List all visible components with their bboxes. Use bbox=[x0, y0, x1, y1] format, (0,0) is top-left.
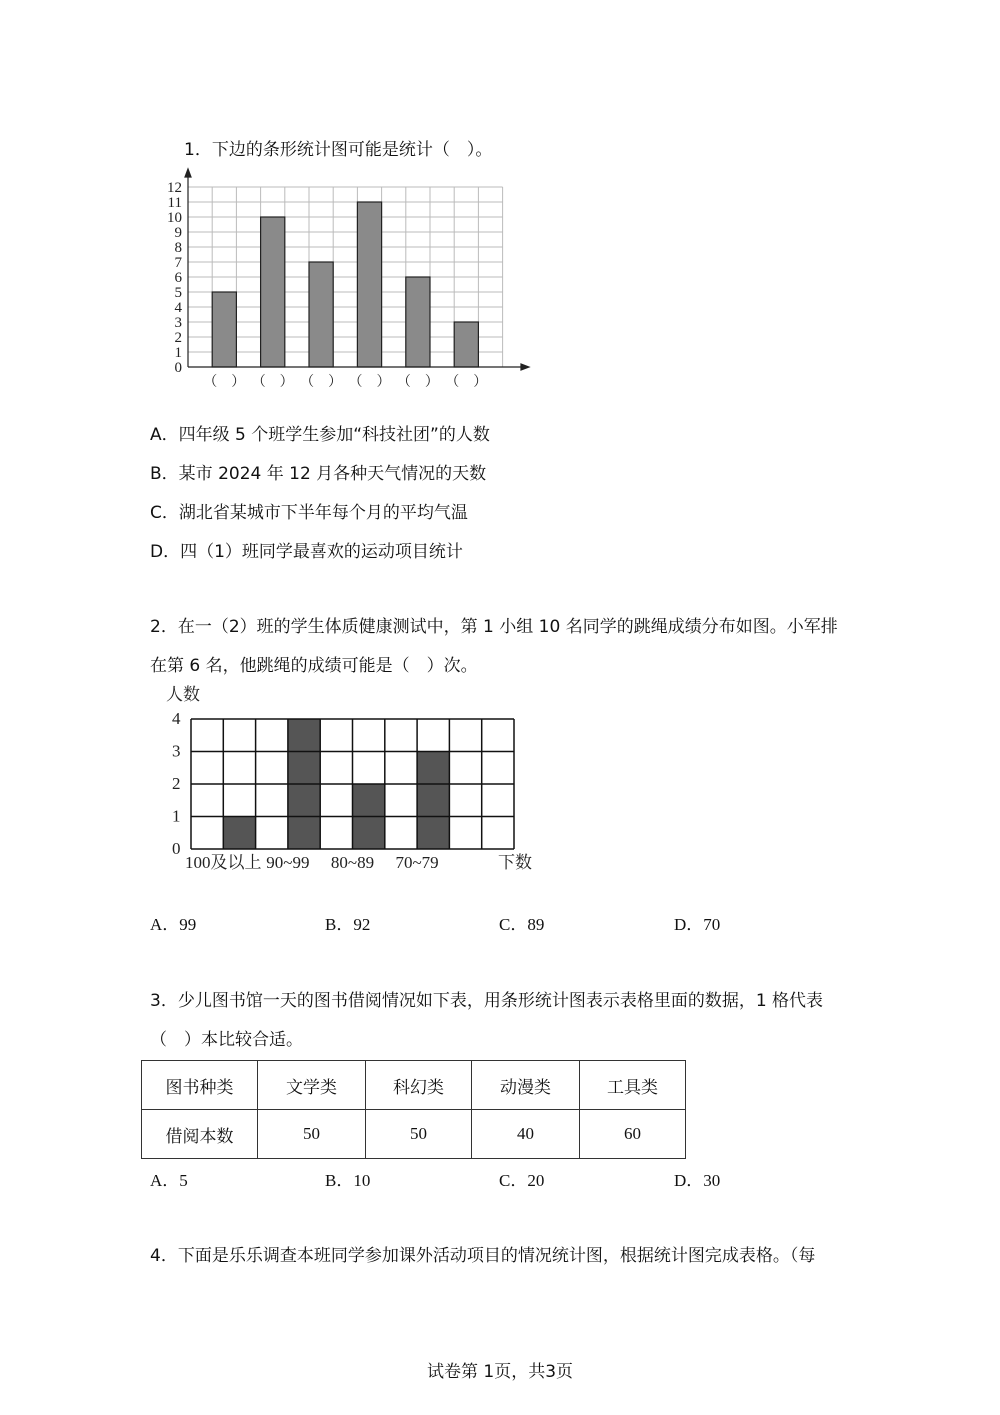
x-tick-label: 90~99 bbox=[266, 853, 310, 872]
table-cell: 动漫类 bbox=[472, 1061, 580, 1110]
y-tick-label: 8 bbox=[174, 240, 182, 256]
q3-question-line2: （ ）本比较合适。 bbox=[150, 1030, 303, 1050]
y-tick-label: 7 bbox=[174, 255, 182, 271]
q1-bar-chart bbox=[150, 165, 540, 395]
table-cell: 科幻类 bbox=[366, 1061, 472, 1110]
bar bbox=[212, 292, 236, 367]
x-tick-label: 70~79 bbox=[395, 853, 439, 872]
table-cell: 图书种类 bbox=[142, 1061, 258, 1110]
q2-option-d[interactable]: D．70 bbox=[674, 915, 721, 934]
bar bbox=[357, 202, 381, 367]
table-cell: 50 bbox=[366, 1110, 472, 1159]
q2-question-line2: 在第 6 名，他跳绳的成绩可能是（ ）次。 bbox=[150, 656, 478, 676]
y-tick-label: 0 bbox=[174, 360, 182, 376]
x-tick-label: （ ） bbox=[300, 375, 343, 390]
q3-option-c[interactable]: C．20 bbox=[499, 1171, 545, 1190]
table-row bbox=[142, 1110, 686, 1159]
y-tick-label: 9 bbox=[174, 225, 182, 241]
x-axis-label: 下数 bbox=[498, 853, 532, 872]
q2-option-a[interactable]: A．99 bbox=[150, 915, 197, 934]
q1-option-a[interactable]: A．四年级 5 个班学生参加“科技社团”的人数 bbox=[150, 425, 490, 445]
y-tick-label: 4 bbox=[172, 709, 181, 728]
x-tick-label: （ ） bbox=[251, 375, 294, 390]
bar bbox=[223, 817, 255, 850]
y-axis-label: 人数 bbox=[166, 685, 200, 704]
y-tick-label: 10 bbox=[167, 210, 182, 226]
table-cell: 50 bbox=[258, 1110, 366, 1159]
q2-option-c[interactable]: C．89 bbox=[499, 915, 545, 934]
table-cell: 40 bbox=[472, 1110, 580, 1159]
q1-option-c[interactable]: C．湖北省某城市下半年每个月的平均气温 bbox=[150, 503, 468, 523]
bar bbox=[454, 322, 478, 367]
x-tick-label: （ ） bbox=[396, 375, 439, 390]
bar bbox=[417, 752, 449, 850]
q2-option-b[interactable]: B．92 bbox=[325, 915, 371, 934]
x-tick-label: 80~89 bbox=[330, 853, 375, 872]
q3-option-d[interactable]: D．30 bbox=[674, 1171, 721, 1190]
q3-option-b[interactable]: B．10 bbox=[325, 1171, 371, 1190]
q1-option-b[interactable]: B．某市 2024 年 12 月各种天气情况的天数 bbox=[150, 464, 487, 484]
bar bbox=[309, 262, 333, 367]
q3-question-line1: 3．少儿图书馆一天的图书借阅情况如下表，用条形统计图表示表格里面的数据，1 格代表 bbox=[150, 991, 824, 1011]
y-tick-label: 0 bbox=[172, 839, 181, 858]
y-tick-label: 11 bbox=[167, 195, 182, 211]
y-tick-label: 2 bbox=[174, 330, 182, 346]
x-axis-arrow bbox=[521, 364, 529, 370]
y-axis-arrow bbox=[185, 169, 191, 177]
y-tick-label: 3 bbox=[172, 741, 181, 761]
table-cell: 工具类 bbox=[580, 1061, 686, 1110]
table-cell: 借阅本数 bbox=[142, 1110, 258, 1159]
q2-question-line1: 2．在一（2）班的学生体质健康测试中，第 1 小组 10 名同学的跳绳成绩分布如图。小军排 bbox=[150, 617, 838, 637]
y-tick-label: 5 bbox=[174, 285, 182, 301]
q1-option-d[interactable]: D．四（1）班同学最喜欢的运动项目统计 bbox=[150, 542, 463, 562]
y-tick-label: 2 bbox=[172, 774, 181, 793]
y-tick-label: 12 bbox=[167, 180, 182, 196]
y-tick-label: 4 bbox=[174, 300, 182, 316]
y-tick-label: 1 bbox=[174, 345, 182, 361]
y-tick-label: 6 bbox=[174, 270, 182, 286]
x-tick-label: （ ） bbox=[203, 375, 246, 390]
book-borrow-table bbox=[141, 1060, 686, 1159]
table-cell: 文学类 bbox=[258, 1061, 366, 1110]
bar bbox=[406, 277, 430, 367]
x-tick-label: （ ） bbox=[445, 375, 488, 390]
q1-question: 1．下边的条形统计图可能是统计（ ）。 bbox=[184, 140, 493, 160]
table-header-row bbox=[142, 1061, 686, 1110]
bar bbox=[261, 217, 285, 367]
q3-option-a[interactable]: A．5 bbox=[150, 1171, 188, 1190]
page-footer: 试卷第 1页，共3页 bbox=[426, 1362, 574, 1382]
x-tick-label: （ ） bbox=[348, 375, 391, 390]
x-tick-label: 100及以上 bbox=[185, 853, 262, 872]
y-tick-label: 1 bbox=[172, 806, 181, 826]
table-cell: 60 bbox=[580, 1110, 686, 1159]
y-tick-label: 3 bbox=[174, 315, 182, 331]
q4-question: 4．下面是乐乐调查本班同学参加课外活动项目的情况统计图，根据统计图完成表格。（每 bbox=[150, 1246, 816, 1266]
q2-bar-chart bbox=[160, 682, 540, 877]
